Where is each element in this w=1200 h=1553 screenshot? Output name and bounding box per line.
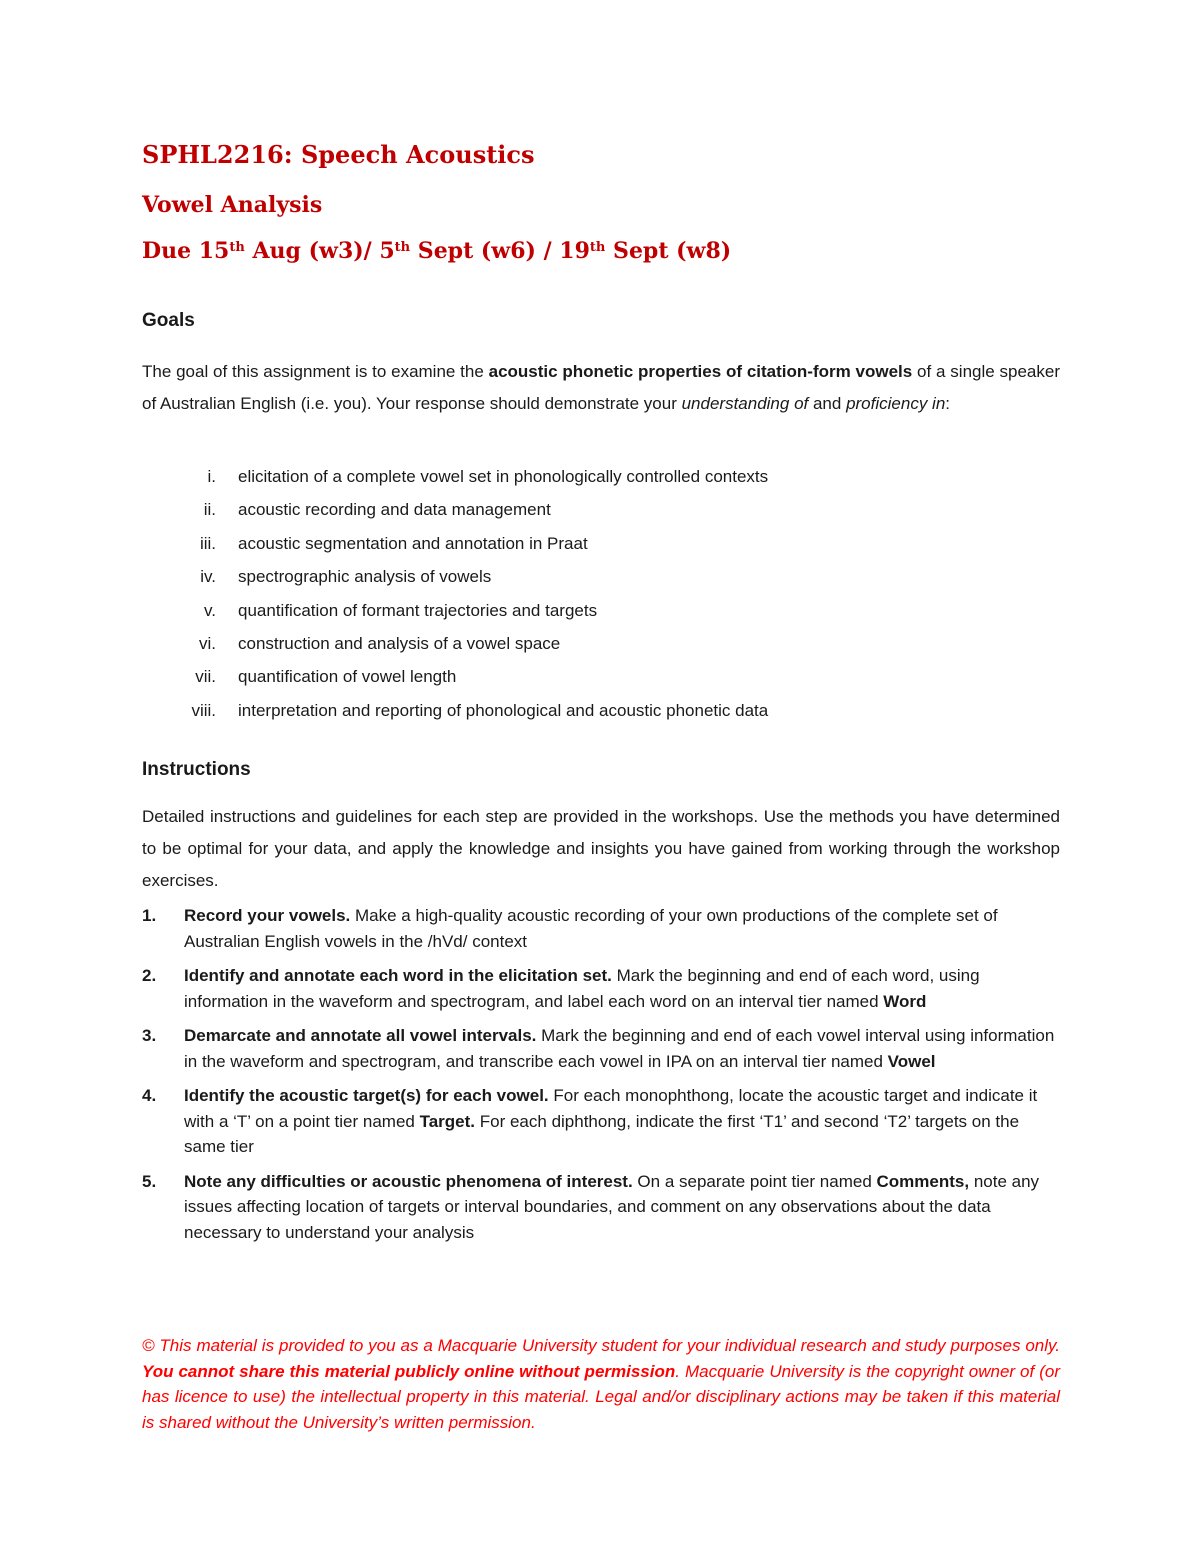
due-text: Sept (w8) bbox=[605, 238, 732, 264]
step-bold: Word bbox=[883, 991, 927, 1011]
list-item-text: construction and analysis of a vowel space bbox=[238, 633, 561, 653]
list-item-text: spectrographic analysis of vowels bbox=[238, 567, 492, 587]
instructions-intro: Detailed instructions and guidelines for each step are provided in the workshops. Use the methods you have determined to be optimal for your data, and apply the knowledge and insights you have gained from working through the workshop exercises. bbox=[142, 807, 1060, 890]
goals-list bbox=[142, 460, 1060, 727]
list-item bbox=[142, 560, 1060, 593]
list-item-text: acoustic segmentation and annotation in Praat bbox=[238, 533, 588, 553]
step-number: 1. bbox=[142, 906, 157, 925]
goals-intro bbox=[142, 356, 1060, 420]
step-bold: Target. bbox=[419, 1111, 476, 1131]
step-text: For each monophthong, locate the acoustic target and indicate it with a ‘T’ on a point tier named bbox=[184, 1086, 1038, 1131]
instruction-steps bbox=[142, 903, 1060, 1254]
list-item bbox=[142, 594, 1060, 627]
step-bold: Vowel bbox=[887, 1051, 936, 1071]
step-text: note any issues affecting location of targets or interval boundaries, and comment on any observations about the data necessary to understand your analysis bbox=[184, 1171, 1040, 1242]
goals-intro-text: of a single speaker of Australian English (i.e. you). Your response should demonstrate your bbox=[142, 362, 1060, 413]
copyright-notice bbox=[142, 1333, 1060, 1435]
goals-intro-italic: understanding of bbox=[681, 394, 809, 413]
assignment-title: Vowel Analysis bbox=[142, 192, 323, 218]
due-text: Due 15 bbox=[142, 238, 230, 264]
step-item bbox=[142, 963, 1060, 1014]
step-lead: Demarcate and annotate all vowel intervals. bbox=[184, 1026, 537, 1045]
list-item-text: quantification of vowel length bbox=[238, 667, 457, 687]
list-item-text: elicitation of a complete vowel set in phonologically controlled contexts bbox=[238, 467, 769, 486]
step-lead: Note any difficulties or acoustic phenomena of interest. bbox=[184, 1171, 633, 1191]
step-number: 2. bbox=[142, 966, 157, 985]
step-number: 4. bbox=[142, 1086, 157, 1105]
step-text: For each diphthong, indicate the first ‘T1’ and second ‘T2’ targets on the same tier bbox=[184, 1111, 1020, 1156]
step-item bbox=[142, 1169, 1060, 1246]
goals-heading: Goals bbox=[142, 310, 195, 331]
due-dates bbox=[142, 238, 731, 264]
goals-intro-italic: proficiency in bbox=[846, 394, 946, 413]
step-item bbox=[142, 1023, 1060, 1074]
list-item bbox=[142, 660, 1060, 693]
goals-intro-text: : bbox=[945, 394, 951, 413]
due-sup: th bbox=[589, 240, 606, 255]
goals-intro-text: and bbox=[808, 394, 847, 413]
list-item-text: acoustic recording and data management bbox=[238, 500, 551, 520]
due-sup: th bbox=[229, 240, 245, 255]
step-text: On a separate point tier named bbox=[632, 1171, 877, 1191]
step-lead: Identify and annotate each word in the elicitation set. bbox=[184, 966, 612, 985]
step-bold: Comments, bbox=[876, 1171, 970, 1191]
copyright-bold: You cannot share this material publicly online without permission bbox=[142, 1361, 676, 1381]
step-number: 5. bbox=[142, 1171, 157, 1191]
list-item-number: iv. bbox=[200, 567, 216, 587]
list-item-text: quantification of formant trajectories and targets bbox=[238, 600, 598, 620]
step-item bbox=[142, 903, 1060, 954]
step-lead: Identify the acoustic target(s) for each vowel. bbox=[184, 1086, 549, 1105]
goals-intro-text: The goal of this assignment is to examine the bbox=[142, 362, 489, 381]
list-item-number: ii. bbox=[203, 500, 216, 520]
list-item-number: vi. bbox=[199, 633, 216, 653]
list-item-number: vii. bbox=[195, 667, 216, 687]
step-lead: Record your vowels. bbox=[184, 906, 351, 925]
list-item-number: iii. bbox=[199, 533, 216, 553]
step-text: Mark the beginning and end of each word, using information in the waveform and spectrogram, and label each word on an interval tier named bbox=[184, 966, 980, 1011]
list-item bbox=[142, 527, 1060, 560]
list-item bbox=[142, 627, 1060, 660]
goals-intro-bold: acoustic phonetic properties of citation-form vowels bbox=[488, 362, 913, 381]
list-item bbox=[142, 493, 1060, 526]
step-number: 3. bbox=[142, 1026, 157, 1045]
step-text: Make a high-quality acoustic recording of your own productions of the complete set of Australian English vowels in the /hVd/ context bbox=[184, 906, 998, 951]
due-text: Aug (w3)/ 5 bbox=[244, 238, 395, 264]
list-item-number: i. bbox=[207, 467, 216, 486]
copyright-text: © This material is provided to you as a Macquarie University student for your individual research and study purposes only. bbox=[142, 1336, 1060, 1355]
due-text: Sept (w6) / 19 bbox=[410, 238, 590, 264]
list-item-text: interpretation and reporting of phonological and acoustic phonetic data bbox=[238, 700, 769, 720]
list-item-number: viii. bbox=[191, 700, 216, 720]
due-sup: th bbox=[394, 240, 411, 255]
step-text: Mark the beginning and end of each vowel interval using information in the waveform and spectrogram, and transcribe each vowel in IPA on an interval tier named bbox=[184, 1026, 1055, 1071]
instructions-heading: Instructions bbox=[142, 759, 251, 780]
list-item bbox=[142, 694, 1060, 727]
list-item-number: v. bbox=[204, 600, 216, 620]
course-title: SPHL2216: Speech Acoustics bbox=[142, 140, 535, 169]
list-item bbox=[142, 460, 1060, 493]
copyright-text: . Macquarie University is the copyright owner of (or has licence to use) the intellectual property in this material. Legal and/or disciplinary actions may be taken if this material is shared without the University’s written permission. bbox=[142, 1361, 1060, 1432]
step-item bbox=[142, 1083, 1060, 1160]
